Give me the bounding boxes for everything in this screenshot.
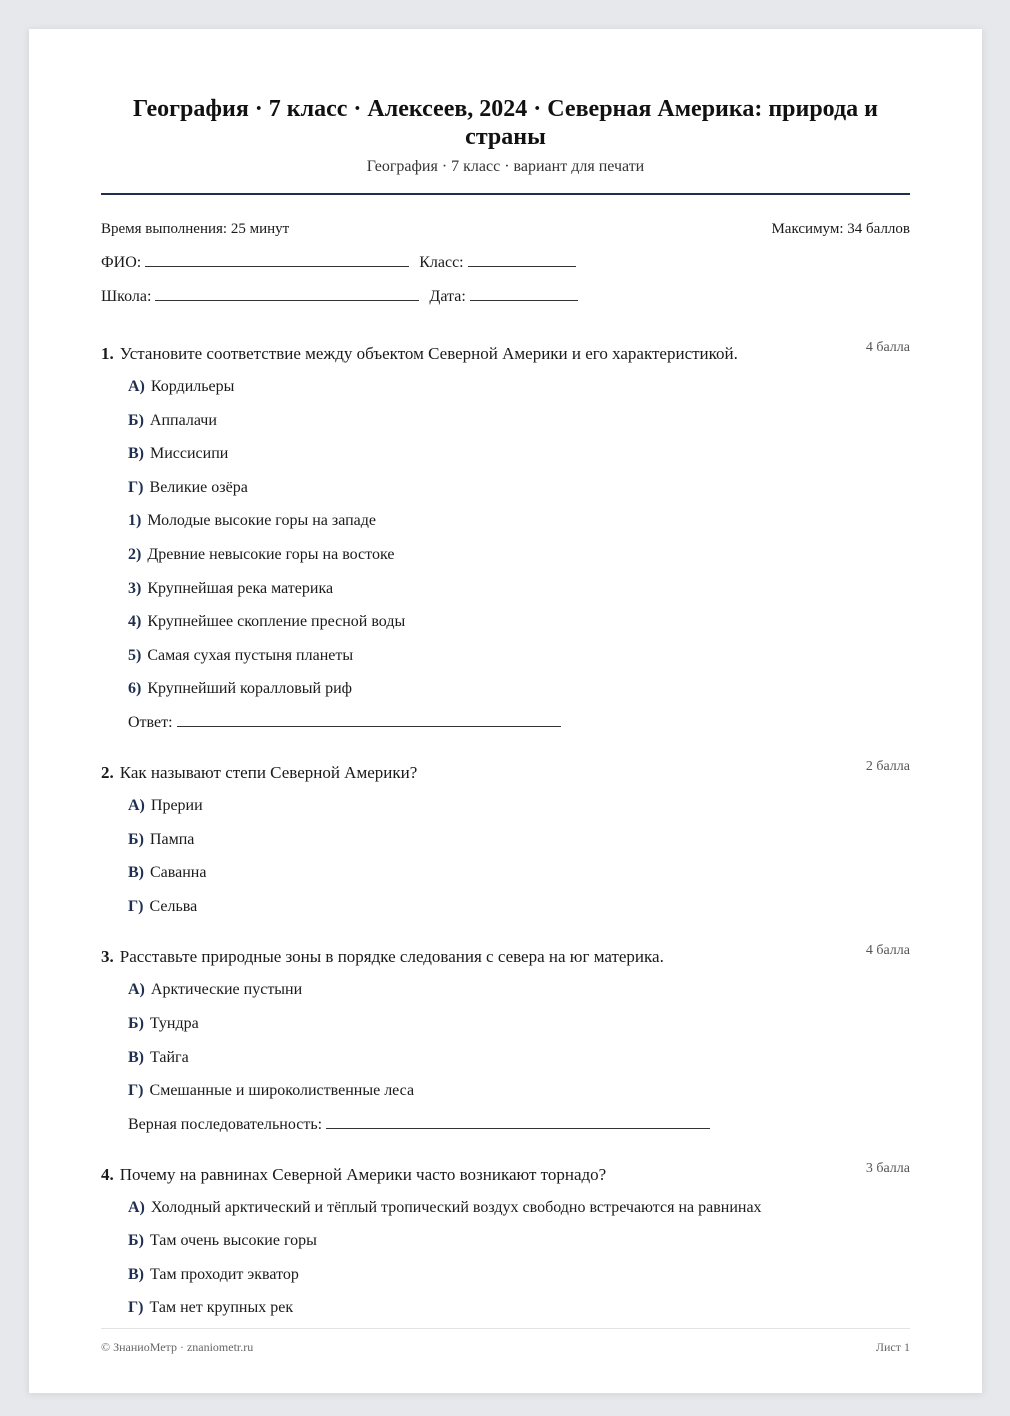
page-subtitle: География · 7 класс · вариант для печати	[366, 158, 645, 175]
answer-field[interactable]	[326, 1114, 710, 1129]
answer-option	[128, 1230, 910, 1253]
answer-field[interactable]	[177, 712, 561, 727]
header-divider	[101, 193, 910, 195]
question-points: 2 балла	[865, 758, 910, 774]
fio-label: ФИО:	[101, 254, 142, 271]
option-label: А)	[128, 1198, 145, 1216]
class-label: Класс:	[419, 254, 464, 271]
answer-label: Ответ:	[128, 713, 173, 731]
fio-class-row	[101, 252, 910, 273]
option-label: Б)	[128, 830, 144, 848]
footer-page-number: Лист 1	[875, 1340, 910, 1354]
footer-copyright: © ЗнаниоМетр · znaniometr.ru	[101, 1340, 254, 1354]
answer-option	[128, 544, 910, 567]
answer-option	[128, 896, 910, 919]
option-text: Кордильеры	[150, 378, 235, 395]
answer-option	[128, 376, 910, 399]
question-text	[101, 762, 910, 784]
option-text: Саванна	[150, 864, 207, 882]
answer-row	[128, 1114, 910, 1136]
answer-option	[128, 795, 910, 818]
option-label: Б)	[128, 1232, 144, 1250]
answer-option	[128, 510, 910, 533]
option-text: Арктические пустыни	[150, 981, 303, 999]
option-label: 5)	[128, 646, 142, 664]
option-text: Тундра	[149, 1014, 199, 1032]
max-score: Максимум: 34 баллов	[771, 221, 910, 237]
question-text	[101, 343, 910, 365]
option-label: Г)	[128, 897, 144, 915]
option-label: В)	[128, 1048, 144, 1066]
question-3	[101, 943, 910, 1135]
option-text: Там нет крупных рек	[149, 1299, 294, 1317]
option-text: Пампа	[149, 830, 195, 848]
worksheet-page	[29, 29, 982, 1393]
answer-option	[128, 578, 910, 601]
answer-option	[128, 1047, 910, 1070]
option-text: Холодный арктический и тёплый тропический воздух свободно встречаются на равнинах	[150, 1198, 762, 1216]
question-4	[101, 1160, 910, 1320]
option-label: 2)	[128, 545, 142, 563]
answer-label: Верная последовательность:	[128, 1115, 323, 1133]
question-prompt: Расставьте природные зоны в порядке следования с севера на юг материка.	[119, 947, 664, 967]
question-prompt: Почему на равнинах Северной Америки часто возникают торнадо?	[119, 1164, 607, 1184]
option-text: Великие озёра	[149, 478, 248, 496]
meta-row	[101, 219, 910, 239]
option-text: Тайга	[150, 1048, 189, 1066]
question-number: 4.	[101, 1164, 114, 1184]
fio-field[interactable]	[145, 252, 409, 267]
option-label: Г)	[128, 478, 144, 496]
option-text: Сельва	[149, 897, 198, 915]
class-field[interactable]	[468, 252, 576, 267]
option-label: Б)	[128, 411, 144, 429]
option-label: 3)	[128, 579, 142, 597]
answer-option	[128, 477, 910, 500]
question-points: 4 балла	[865, 943, 910, 959]
question-list	[101, 340, 910, 1320]
option-label: Б)	[128, 1014, 144, 1032]
answer-row	[128, 712, 910, 734]
option-text: Древние невысокие горы на востоке	[147, 545, 395, 563]
option-label: Г)	[128, 1299, 144, 1317]
page-footer	[101, 1328, 910, 1355]
school-label: Школа:	[101, 288, 152, 305]
answer-option	[128, 1297, 910, 1320]
option-text: Смешанные и широколиственные леса	[149, 1082, 415, 1100]
question-points: 3 балла	[865, 1160, 910, 1176]
option-text: Миссисипи	[150, 445, 229, 463]
option-label: Г)	[128, 1082, 144, 1100]
date-label: Дата:	[429, 288, 466, 305]
option-label: 6)	[128, 680, 142, 698]
option-label: 4)	[128, 613, 142, 631]
option-text: Крупнейшее скопление пресной воды	[147, 613, 406, 631]
answer-option	[128, 1080, 910, 1103]
option-label: А)	[128, 796, 145, 814]
question-prompt: Установите соответствие между объектом Северной Америки и его характеристикой.	[119, 344, 738, 363]
page-title: География · 7 класс · Алексеев, 2024 · Северная Америка: природа и страны	[133, 96, 878, 150]
answer-option	[128, 1197, 910, 1220]
date-field[interactable]	[470, 286, 578, 301]
option-label: В)	[128, 864, 144, 882]
answer-option	[128, 1013, 910, 1036]
school-field[interactable]	[155, 286, 419, 301]
option-label: В)	[128, 1265, 144, 1283]
question-number: 2.	[101, 762, 114, 782]
option-text: Там проходит экватор	[150, 1265, 299, 1283]
option-text: Крупнейший коралловый риф	[147, 680, 352, 698]
option-text: Аппалачи	[149, 411, 217, 429]
question-number: 1.	[101, 344, 114, 363]
question-1	[101, 340, 910, 734]
answer-option	[128, 645, 910, 668]
answer-option	[128, 1264, 910, 1287]
option-text: Прерии	[150, 796, 203, 814]
option-text: Молодые высокие горы на западе	[147, 512, 376, 530]
time-limit: Время выполнения: 25 минут	[101, 221, 290, 237]
question-text	[101, 1164, 910, 1186]
question-prompt: Как называют степи Северной Америки?	[119, 762, 418, 782]
option-text: Крупнейшая река материка	[147, 579, 334, 597]
option-label: А)	[128, 378, 145, 395]
question-points: 4 балла	[865, 340, 910, 355]
option-label: А)	[128, 981, 145, 999]
option-text: Там очень высокие горы	[149, 1232, 317, 1250]
question-text	[101, 946, 910, 968]
option-label: 1)	[128, 512, 142, 530]
answer-option	[128, 979, 910, 1002]
answer-option	[128, 443, 910, 466]
answer-option	[128, 829, 910, 852]
school-date-row	[101, 286, 910, 307]
option-label: В)	[128, 445, 144, 463]
question-2	[101, 758, 910, 918]
question-number: 3.	[101, 947, 114, 967]
answer-option	[128, 862, 910, 885]
page-content	[101, 29, 910, 1393]
answer-option	[128, 410, 910, 433]
option-text: Самая сухая пустыня планеты	[147, 646, 354, 664]
answer-option	[128, 611, 910, 634]
answer-option	[128, 678, 910, 701]
